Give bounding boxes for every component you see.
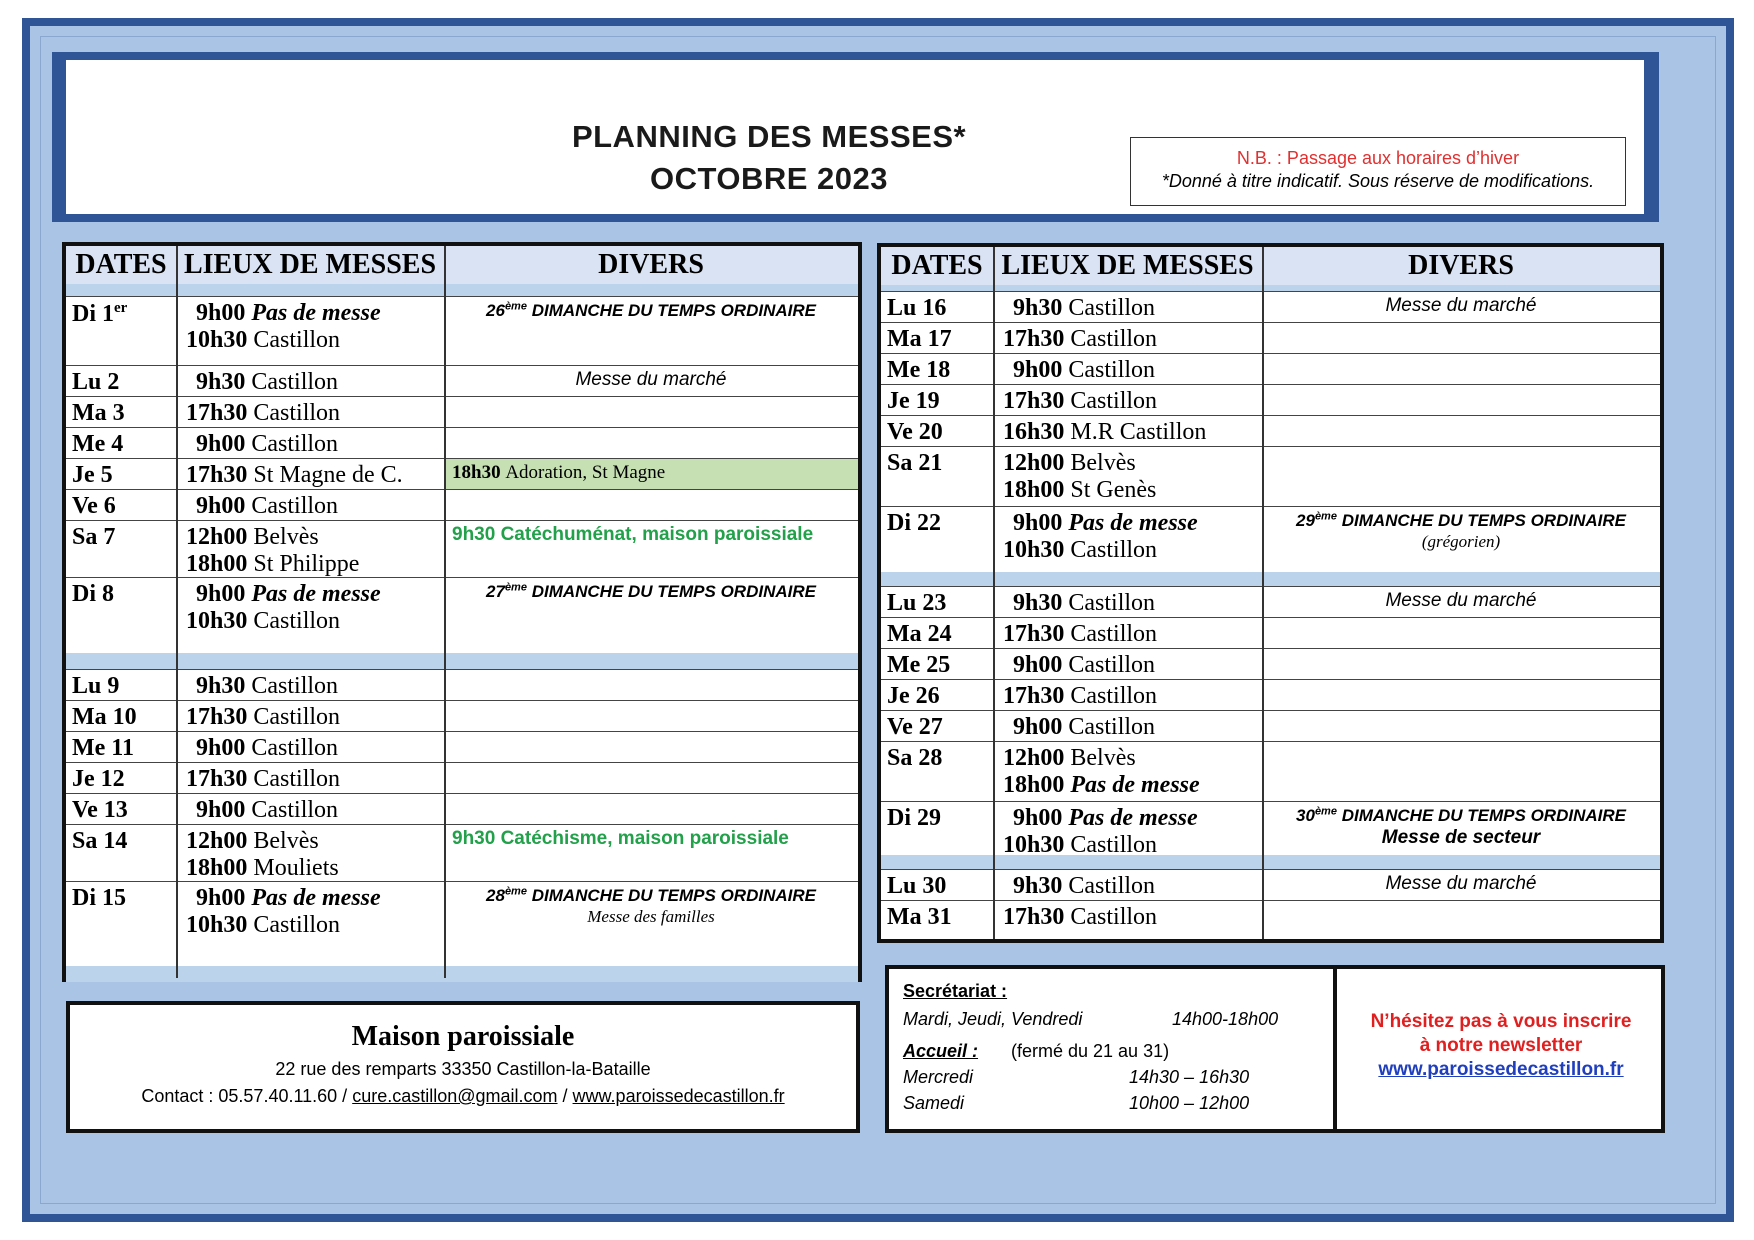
row-date: Lu 9 xyxy=(72,673,120,699)
schedule-row xyxy=(66,793,858,825)
contact-phone: Contact : 05.57.40.11.60 / xyxy=(141,1086,353,1106)
row-date: Ve 20 xyxy=(887,419,943,445)
row-date: Ma 24 xyxy=(887,621,952,647)
mass-time-place xyxy=(186,765,340,794)
mass-place: Castillon xyxy=(1070,388,1158,414)
mass-time-place xyxy=(1003,387,1157,416)
mass-place: Castillon xyxy=(1070,537,1158,563)
mass-place: Castillon xyxy=(1070,621,1158,647)
schedule-row xyxy=(881,869,1660,901)
mass-time-place xyxy=(1013,713,1155,742)
mass-time-place xyxy=(186,703,340,732)
newsletter-link[interactable]: www.paroissedecastillon.fr xyxy=(1378,1059,1624,1080)
table-header xyxy=(66,246,858,286)
mass-place: St Philippe xyxy=(253,551,360,577)
schedule-row xyxy=(881,506,1660,573)
secretariat-days: Mardi, Jeudi, Vendredi xyxy=(903,1009,1083,1029)
row-date: Lu 23 xyxy=(887,590,947,616)
mass-place: Mouliets xyxy=(253,855,339,881)
mass-time-place xyxy=(186,550,359,579)
mass-time-place xyxy=(1013,804,1198,833)
row-date: Ve 27 xyxy=(887,714,943,740)
row-date: Ve 13 xyxy=(72,797,128,823)
schedule-row xyxy=(66,762,858,794)
row-divers xyxy=(1270,510,1652,552)
ordinal-suffix: ème xyxy=(504,300,527,313)
mass-time: 18h00 xyxy=(186,855,248,881)
row-date: Je 19 xyxy=(887,388,940,414)
column-header-divers: DIVERS xyxy=(1408,250,1514,281)
mass-place: M.R Castillon xyxy=(1070,419,1207,445)
schedule-row xyxy=(881,900,1660,932)
schedule-row xyxy=(881,710,1660,742)
mass-time: 17h30 xyxy=(186,462,248,488)
mass-time-place xyxy=(1003,476,1156,505)
mass-place: Castillon xyxy=(253,912,341,938)
mass-place: Castillon xyxy=(253,400,341,426)
column-header-lieux: LIEUX DE MESSES xyxy=(183,249,437,280)
row-date: Je 26 xyxy=(887,683,940,709)
mass-time-place xyxy=(1003,831,1157,860)
row-date: Di 8 xyxy=(72,581,114,607)
mass-place: Castillon xyxy=(1068,652,1156,678)
mass-time: 9h30 xyxy=(196,673,246,699)
week-separator xyxy=(66,284,858,296)
mass-time-place xyxy=(1003,536,1157,565)
ordinal-suffix: ème xyxy=(504,581,527,594)
schedule-row xyxy=(881,586,1660,618)
row-divers: 9h30 Catéchuménat, maison paroissiale xyxy=(452,524,814,545)
mass-time: 9h00 xyxy=(1013,652,1063,678)
mass-time-place xyxy=(186,326,340,355)
mass-time-place xyxy=(196,672,338,701)
mass-place: Belvès xyxy=(253,828,319,854)
row-date: Ma 10 xyxy=(72,704,137,730)
mass-time: 17h30 xyxy=(186,766,248,792)
schedule-row xyxy=(66,881,858,967)
mass-place: Pas de messe xyxy=(251,885,381,911)
mass-place: Castillon xyxy=(251,493,339,519)
column-header-dates: DATES xyxy=(891,250,983,281)
mass-time-place xyxy=(196,884,381,913)
accueil-hours-1: 14h30 – 16h30 xyxy=(1129,1067,1250,1087)
schedule-table-left xyxy=(62,242,862,982)
maison-paroissiale-box xyxy=(66,1001,860,1133)
mass-place: Castillon xyxy=(251,369,339,395)
sunday-title: 29ème DIMANCHE DU TEMPS ORDINAIRE xyxy=(1296,510,1626,530)
sunday-title: 28ème DIMANCHE DU TEMPS ORDINAIRE xyxy=(486,885,816,905)
column-divider xyxy=(176,246,178,978)
page-title: PLANNING DES MESSES* xyxy=(571,119,967,154)
mass-time-place xyxy=(196,430,338,459)
mass-place: Castillon xyxy=(251,673,339,699)
contact-website-link[interactable]: www.paroissedecastillon.fr xyxy=(572,1086,785,1106)
mass-time: 9h00 xyxy=(196,797,246,823)
contact-email-link[interactable]: cure.castillon@gmail.com xyxy=(352,1086,558,1106)
page-subtitle: OCTOBRE 2023 xyxy=(649,161,888,196)
mass-time-place xyxy=(1003,903,1157,932)
note-winter-hours: N.B. : Passage aux horaires d’hiver xyxy=(1236,148,1520,168)
row-date: Me 25 xyxy=(887,652,951,678)
row-divers: Messe du marché xyxy=(1385,295,1537,316)
column-header-divers: DIVERS xyxy=(598,249,704,280)
mass-time-place xyxy=(196,368,338,397)
column-divider xyxy=(1262,247,1264,939)
accueil-note: (fermé du 21 au 31) xyxy=(1011,1041,1170,1061)
mass-time: 9h30 xyxy=(1013,590,1063,616)
newsletter-line-2: à notre newsletter xyxy=(1419,1035,1583,1056)
sunday-title: 30ème DIMANCHE DU TEMPS ORDINAIRE xyxy=(1296,805,1626,825)
sunday-title: 27ème DIMANCHE DU TEMPS ORDINAIRE xyxy=(486,581,816,601)
secretariat-title: Secrétariat : xyxy=(903,981,1008,1001)
row-divers: Messe du marché xyxy=(1385,873,1537,894)
row-date: Di 22 xyxy=(887,510,941,536)
schedule-row xyxy=(66,427,858,459)
sunday-note: Messe de secteur xyxy=(1381,827,1541,848)
schedule-row xyxy=(66,669,858,701)
mass-time: 18h00 xyxy=(1003,477,1065,503)
contact-separator: / xyxy=(557,1086,573,1106)
accueil-hours-2: 10h00 – 12h00 xyxy=(1129,1093,1250,1113)
row-date: Di 29 xyxy=(887,805,941,831)
mass-place: St Magne de C. xyxy=(253,462,403,488)
mass-time-place xyxy=(1003,771,1200,800)
row-date: Je 5 xyxy=(72,462,113,488)
mass-time: 10h30 xyxy=(1003,832,1065,858)
mass-time: 17h30 xyxy=(1003,326,1065,352)
mass-place: Castillon xyxy=(253,704,341,730)
schedule-row xyxy=(881,648,1660,680)
mass-place: Belvès xyxy=(1070,450,1136,476)
mass-time: 10h30 xyxy=(186,912,248,938)
mass-place: Castillon xyxy=(1068,295,1156,321)
row-date: Sa 14 xyxy=(72,828,128,854)
schedule-row xyxy=(66,577,858,640)
maison-address: 22 rue des remparts 33350 Castillon-la-Bataille xyxy=(275,1059,651,1079)
mass-place: Castillon xyxy=(253,327,341,353)
date-suffix: er xyxy=(114,300,128,316)
mass-time-place xyxy=(186,607,340,636)
sunday-title: 26ème DIMANCHE DU TEMPS ORDINAIRE xyxy=(486,300,816,320)
mass-time: 9h00 xyxy=(196,431,246,457)
accueil-title: Accueil : xyxy=(903,1041,979,1061)
mass-time-place xyxy=(1003,449,1136,478)
mass-place: Pas de messe xyxy=(251,581,381,607)
mass-time-place xyxy=(1003,620,1157,649)
schedule-row xyxy=(881,322,1660,354)
secretariat-box xyxy=(885,965,1665,1133)
column-divider xyxy=(444,246,446,978)
newsletter-line-1: N’hésitez pas à vous inscrire xyxy=(1370,1011,1632,1032)
mass-time-place xyxy=(196,796,338,825)
box-divider xyxy=(1333,969,1337,1129)
mass-time-place xyxy=(1003,418,1206,447)
mass-place: Castillon xyxy=(251,431,339,457)
mass-place: Castillon xyxy=(1068,590,1156,616)
mass-time: 17h30 xyxy=(1003,621,1065,647)
mass-time-place xyxy=(186,399,340,428)
mass-time-place xyxy=(1013,589,1155,618)
mass-time: 17h30 xyxy=(1003,904,1065,930)
row-date: Ve 6 xyxy=(72,493,116,519)
mass-time-place xyxy=(1013,294,1155,323)
schedule-row xyxy=(881,353,1660,385)
mass-place: Pas de messe xyxy=(1068,805,1198,831)
mass-place: Castillon xyxy=(1068,873,1156,899)
week-separator xyxy=(881,855,1660,869)
row-date: Sa 21 xyxy=(887,450,943,476)
week-separator xyxy=(66,966,858,982)
row-date: Lu 2 xyxy=(72,369,120,395)
mass-time: 12h00 xyxy=(1003,450,1065,476)
mass-time: 9h00 xyxy=(1013,714,1063,740)
mass-time-place xyxy=(196,734,338,763)
row-divers xyxy=(452,885,850,927)
mass-time-place xyxy=(196,492,338,521)
adoration-time: 18h30 xyxy=(452,462,506,483)
row-date: Lu 16 xyxy=(887,295,947,321)
schedule-row xyxy=(66,731,858,763)
schedule-row xyxy=(66,489,858,521)
schedule-row xyxy=(881,741,1660,802)
mass-time-place xyxy=(1003,325,1157,354)
mass-time: 9h00 xyxy=(1013,357,1063,383)
mass-time: 9h30 xyxy=(1013,295,1063,321)
mass-place: Castillon xyxy=(1070,326,1158,352)
mass-place: Castillon xyxy=(253,608,341,634)
mass-time: 9h00 xyxy=(196,581,246,607)
week-separator xyxy=(66,653,858,669)
schedule-row xyxy=(66,365,858,397)
schedule-row xyxy=(881,617,1660,649)
mass-time-place xyxy=(1013,356,1155,385)
column-header-lieux: LIEUX DE MESSES xyxy=(1001,250,1254,281)
row-date: Me 11 xyxy=(72,735,134,761)
mass-place: Pas de messe xyxy=(1070,772,1200,798)
schedule-row xyxy=(66,296,858,366)
mass-time-place xyxy=(1013,509,1198,538)
ordinal-suffix: ème xyxy=(1314,510,1337,523)
schedule-row xyxy=(66,700,858,732)
schedule-table-right xyxy=(877,243,1664,943)
mass-place: Belvès xyxy=(1070,745,1136,771)
schedule-row xyxy=(881,384,1660,416)
row-date: Sa 28 xyxy=(887,745,943,771)
row-date: Di 1er xyxy=(72,300,128,327)
schedule-row xyxy=(881,801,1660,856)
schedule-row xyxy=(881,446,1660,507)
mass-time: 9h30 xyxy=(1013,873,1063,899)
mass-time: 9h00 xyxy=(1013,805,1063,831)
mass-time: 10h30 xyxy=(186,327,248,353)
mass-time-place xyxy=(1003,682,1157,711)
row-date: Sa 7 xyxy=(72,524,116,550)
column-header-dates: DATES xyxy=(75,249,167,280)
row-date: Me 4 xyxy=(72,431,124,457)
mass-time: 9h00 xyxy=(196,885,246,911)
ordinal-suffix: ème xyxy=(1314,805,1337,818)
mass-time: 9h30 xyxy=(196,369,246,395)
mass-time-place xyxy=(186,461,403,490)
note-disclaimer: *Donné à titre indicatif. Sous réserve de modifications. xyxy=(1161,171,1595,191)
accueil-day-2: Samedi xyxy=(903,1093,965,1113)
mass-place: Castillon xyxy=(1070,683,1158,709)
row-divers: Messe du marché xyxy=(1385,590,1537,611)
mass-time: 17h30 xyxy=(186,400,248,426)
schedule-row xyxy=(881,415,1660,447)
row-date: Me 18 xyxy=(887,357,951,383)
row-divers: 9h30 Catéchisme, maison paroissiale xyxy=(452,828,789,849)
maison-title: Maison paroissiale xyxy=(351,1021,575,1052)
row-date: Ma 3 xyxy=(72,400,125,426)
schedule-row xyxy=(881,679,1660,711)
ordinal-suffix: ème xyxy=(504,885,527,898)
mass-time: 17h30 xyxy=(186,704,248,730)
mass-time-place xyxy=(1013,651,1155,680)
mass-time-place xyxy=(186,523,319,552)
row-date: Je 12 xyxy=(72,766,125,792)
mass-time: 9h00 xyxy=(196,493,246,519)
mass-time-place xyxy=(1003,744,1136,773)
schedule-row xyxy=(66,824,858,882)
mass-time: 17h30 xyxy=(1003,388,1065,414)
sunday-note: (grégorien) xyxy=(1421,532,1501,551)
mass-place: Castillon xyxy=(1068,357,1156,383)
mass-place: St Genès xyxy=(1070,477,1157,503)
mass-time-place xyxy=(186,854,339,883)
schedule-row xyxy=(66,458,858,490)
schedule-row xyxy=(881,291,1660,323)
mass-place: Castillon xyxy=(253,766,341,792)
mass-time: 9h00 xyxy=(196,735,246,761)
mass-time: 16h30 xyxy=(1003,419,1065,445)
table-header xyxy=(881,247,1660,287)
mass-time: 9h00 xyxy=(196,300,246,326)
mass-place: Pas de messe xyxy=(251,300,381,326)
row-divers: Messe du marché xyxy=(575,369,727,390)
mass-time: 18h00 xyxy=(1003,772,1065,798)
row-divers xyxy=(1270,805,1652,849)
schedule-row xyxy=(66,396,858,428)
mass-time: 10h30 xyxy=(1003,537,1065,563)
mass-time-place xyxy=(196,580,381,609)
sunday-note: Messe des familles xyxy=(587,907,715,926)
note-box xyxy=(1130,137,1626,206)
row-date: Di 15 xyxy=(72,885,126,911)
mass-place: Belvès xyxy=(253,524,319,550)
schedule-row xyxy=(66,520,858,578)
mass-time: 12h00 xyxy=(186,524,248,550)
accueil-day-1: Mercredi xyxy=(903,1067,974,1087)
secretariat-hours: 14h00-18h00 xyxy=(1172,1009,1279,1029)
mass-time-place xyxy=(186,911,340,940)
mass-time: 9h00 xyxy=(1013,510,1063,536)
row-date: Lu 30 xyxy=(887,873,947,899)
row-divers xyxy=(452,581,850,603)
mass-place: Castillon xyxy=(251,797,339,823)
row-date: Ma 17 xyxy=(887,326,952,352)
row-divers xyxy=(452,300,850,322)
mass-place: Castillon xyxy=(251,735,339,761)
mass-place: Castillon xyxy=(1070,832,1158,858)
mass-place: Castillon xyxy=(1070,904,1158,930)
mass-time: 10h30 xyxy=(186,608,248,634)
mass-time: 18h00 xyxy=(186,551,248,577)
mass-time: 12h00 xyxy=(1003,745,1065,771)
row-date: Ma 31 xyxy=(887,904,952,930)
mass-time: 17h30 xyxy=(1003,683,1065,709)
row-divers: 18h30 Adoration, St Magne xyxy=(452,462,666,483)
mass-time-place xyxy=(1013,872,1155,901)
mass-time: 12h00 xyxy=(186,828,248,854)
maison-contact xyxy=(70,1086,856,1107)
mass-time-place xyxy=(186,827,319,856)
column-divider xyxy=(993,247,995,939)
week-separator xyxy=(881,572,1660,586)
mass-time-place xyxy=(196,299,381,328)
mass-place: Castillon xyxy=(1068,714,1156,740)
newsletter-panel xyxy=(1341,969,1661,1129)
mass-place: Pas de messe xyxy=(1068,510,1198,536)
